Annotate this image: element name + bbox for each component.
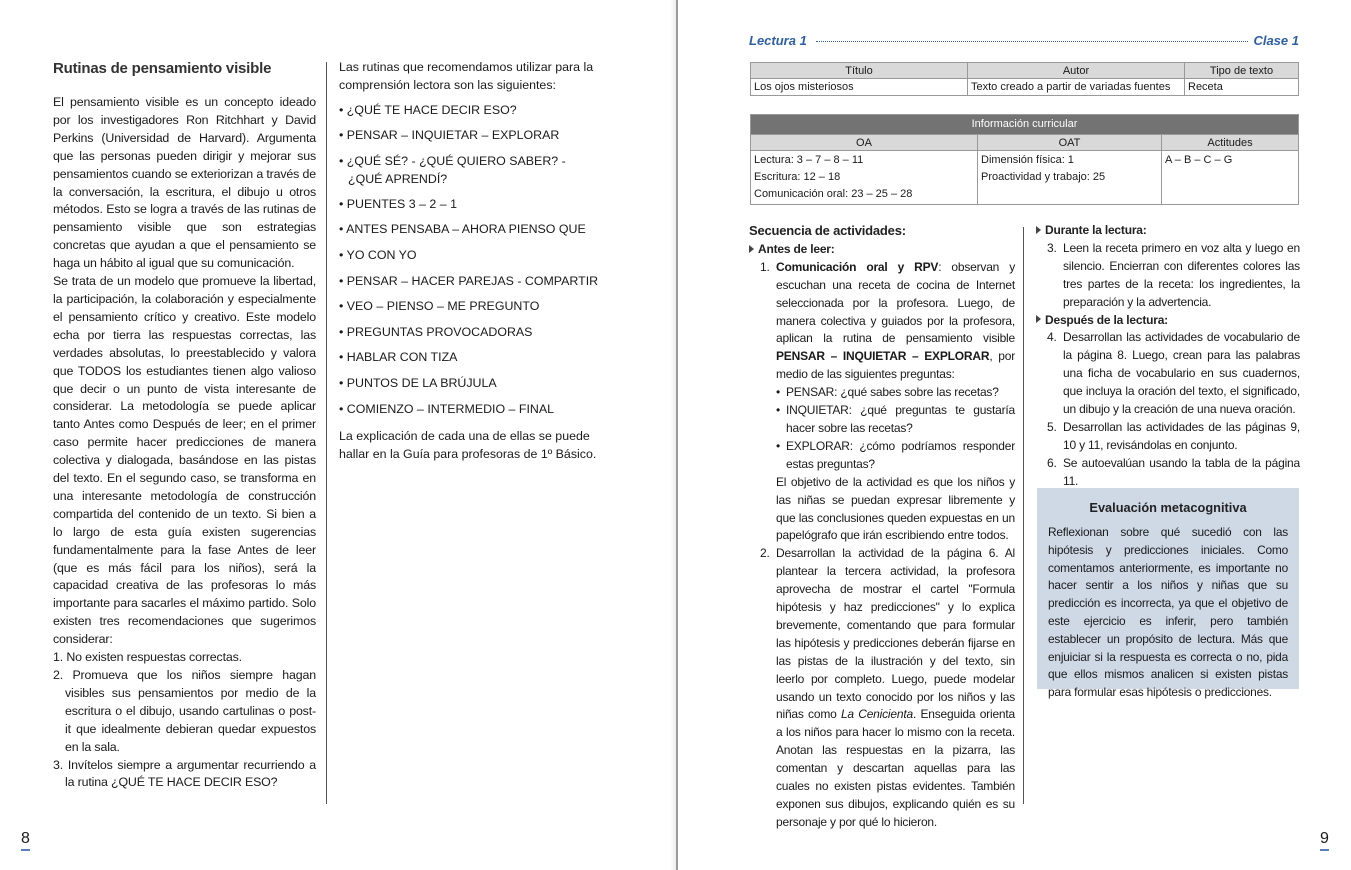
after-reading-heading [1036, 312, 1300, 330]
question-item: • INQUIETAR: ¿qué preguntas te gustaría hacer sobre las recetas? [776, 402, 1015, 438]
table-header-row [751, 63, 1299, 79]
oa-line: Comunicación oral: 23 – 25 – 28 [754, 188, 913, 200]
table-row [751, 151, 1299, 205]
recommendations-list [53, 649, 316, 792]
section-title: Rutinas de pensamiento visible [53, 60, 272, 77]
routine-item: • VEO – PIENSO – ME PREGUNTO [339, 299, 540, 314]
activity-text: Se autoevalúan usando la tabla de la página 11. [1063, 455, 1300, 488]
activity-number: 4. [1047, 330, 1057, 345]
text-info-table [750, 62, 1299, 96]
activity-item [1036, 329, 1300, 419]
activity-lead: Comunicación oral y RPV [776, 259, 939, 274]
routine-item: • PREGUNTAS PROVOCADORAS [339, 324, 533, 339]
paragraph-intro: El pensamiento visible es un concepto ideado por los investigadores Ron Ritchhart y David Perkins (Universidad de Harvard). Argumenta que las personas pueden dirigir y mejorar sus pensamientos cuando se exteriorizan a través de la conversación, la escritura, el dibujo u otros métodos. Esto se logra a través de las rutinas de pensamiento visible que son estrategias concretas que ayudan a que el pensamiento se haga un hábito al igual que su comunicación. [53, 95, 316, 271]
header-dotted-leader [816, 41, 1248, 42]
after-reading-label: Después de la lectura: [1045, 312, 1168, 327]
activity-text: Leen la receta primero en voz alta y luego en silencio. Encierran con diferentes colores las tres partes de la receta: los ingredientes, la preparación y la advertencia. [1063, 240, 1300, 309]
actitudes-cell [1162, 151, 1299, 205]
evaluation-text: Reflexionan sobre qué sucedió con las hipótesis y predicciones iniciales. Como comentamos anteriormente, es importante no hacer sentir a los niños y niñas que su predicción es incorrecta, ya que el objetivo de este ejercicio es inferir, pero también establecer un propósito de lectura. Más que enjuiciar si la respuesta es correcta o no, pida que ellos mismos analicen si existen pistas para formular esas hipótesis o predicciones. [1048, 525, 1288, 700]
before-reading-label: Antes de leer: [758, 241, 835, 256]
during-reading-heading [1036, 222, 1300, 240]
clase-label: Clase 1 [1253, 33, 1299, 48]
activity-text: Desarrollan la actividad de la página 6. Al plantear la tercera actividad, la profesora aprovecha de mostrar el cartel "Formula hipótesis y haz predicciones" y lo explica brevemente, comentando que para formular las hipótesis y predicciones deberán fijarse en las pistas de la ilustración y del texto, sin leerlo por completo. Luego, puede modelar usando un texto conocido por los niños y las niñas como [776, 546, 1015, 722]
page-number-left: 8 [21, 831, 30, 851]
column-header: Autor [968, 63, 1185, 79]
lectura-label: Lectura 1 [749, 33, 807, 48]
activities-list [1036, 329, 1300, 490]
routine-item: • ANTES PENSABA – AHORA PIENSO QUE [339, 222, 586, 237]
routines-column [339, 59, 603, 464]
activity-item [1036, 455, 1300, 491]
activity-number: 5. [1047, 419, 1057, 434]
during-reading-label: Durante la lectura: [1045, 223, 1147, 237]
page-number-right: 9 [1320, 831, 1329, 851]
activity-text: : observan y escuchan una receta de cocina de Internet seleccionada por la profesora. Luego, de manera colectiva y guiados por la profesora, aplican la rutina de pensamiento visible [776, 259, 1016, 346]
activity-number: 6. [1047, 455, 1057, 470]
routine-item: • PUNTOS DE LA BRÚJULA [339, 375, 497, 390]
routines-outro: La explicación de cada una de ellas se puede hallar en la Guía para profesoras de 1º Básico. [339, 429, 597, 462]
routine-item: • ¿QUÉ TE HACE DECIR ESO? [339, 102, 517, 117]
table-row [751, 79, 1299, 96]
book-title: La Cenicienta [840, 707, 913, 722]
table-cell: Receta [1185, 79, 1299, 96]
activities-list [749, 259, 1015, 832]
activity-item [749, 259, 1015, 546]
paragraph-model: Se trata de un modelo que promueve la libertad, la participación, la colaboración y especialmente el pensamiento crítico y creativo. Este modelo echa por tierra las respuestas correctas, las verdades absolutas, lo preestablecido y valora que TODOS los estudiantes tienen algo valioso que decir o un punto de vista interesante de considerar. La metodología se puede aplicar tanto Antes como Después de leer; en el primer caso permite hacer predicciones de manera colectiva y dialogada, basándose en las pistas del texto. En el segundo caso, se transforma en una interesante metodología de construcción compartida del contenido de un texto. Si bien a lo largo de esta guía existen sugerencias fundamentalmente para la fase Antes de leer (que es más fácil para los niños), será la capacidad creativa de las profesoras lo más importante para sacarles el máximo partido. Solo existen tres recomendaciones que sugerimos considerar: [53, 274, 316, 647]
table-header-row [751, 135, 1299, 151]
activity-item [1036, 419, 1300, 455]
column-divider [1023, 227, 1024, 804]
triangle-bullet-icon [1036, 315, 1041, 323]
column-header: Tipo de texto [1185, 63, 1299, 79]
activity-objective: El objetivo de la actividad es que los niños y las niñas se puedan expresar libremente y que las conclusiones queden expuestas en un papelógrafo que irán escribiendo entre todos. [776, 474, 1015, 543]
column-divider [326, 62, 327, 804]
column-header: Título [751, 63, 968, 79]
activity-text: . Enseguida orienta a los niños para hacer lo mismo con la receta. Anotan las respuestas en la pizarra, las comentan y descartan aquellas para las cuales no existen pistas evidentes. También exponen sus dibujos, explicando quién es su personaje y por qué lo hicieron. [776, 707, 1015, 829]
table-cell: Texto creado a partir de variadas fuentes [968, 79, 1185, 96]
activity-text: Desarrollan las actividades de las páginas 9, 10 y 11, revisándolas en conjunto. [1063, 419, 1300, 452]
activity-item [749, 545, 1015, 832]
oat-line: Proactividad y trabajo: 25 [981, 171, 1106, 183]
routines-intro: Las rutinas que recomendamos utilizar para la comprensión lectora son las siguientes: [339, 60, 594, 92]
column-header: OA [751, 135, 978, 151]
before-reading-heading [749, 241, 1015, 259]
sequence-title: Secuencia de actividades: [749, 223, 906, 238]
routine-item: • COMIENZO – INTERMEDIO – FINAL [339, 401, 555, 416]
column-header: Actitudes [1162, 135, 1299, 151]
oat-cell [978, 151, 1162, 205]
recommendation-item: 1. No existen respuestas correctas. [53, 650, 242, 665]
activity-number: 1. [760, 259, 770, 274]
table-cell: Los ojos misteriosos [751, 79, 968, 96]
question-item: • PENSAR: ¿qué sabes sobre las recetas? [776, 384, 1015, 402]
routine-name: PENSAR – INQUIETAR – EXPLORAR [776, 349, 990, 364]
triangle-bullet-icon [1036, 226, 1041, 234]
oa-cell [751, 151, 978, 205]
activity-item [1036, 240, 1300, 312]
recommendation-item: 2. Promueva que los niños siempre hagan visibles sus pensamientos por medio de la escritura o el dibujo, usando cartulinas o post-it que idealmente debieran quedar expuestos en la sala. [53, 668, 316, 754]
activity-text: Desarrollan las actividades de vocabulario de la página 8. Luego, crean para las palabras una ficha de vocabulario en sus cuadernos, que incluya la oración del texto, el significado, un dibujo y la creación de una nueva oración. [1063, 330, 1300, 417]
sequence-column-right [1036, 222, 1300, 491]
activity-number: 3. [1047, 240, 1057, 255]
routine-item: • PUENTES 3 – 2 – 1 [339, 196, 457, 211]
question-list [776, 384, 1015, 474]
oa-line: Escritura: 12 – 18 [754, 171, 841, 183]
recommendation-item: 3. Invítelos siempre a argumentar recurriendo a la rutina ¿QUÉ TE HACE DECIR ESO? [53, 757, 316, 790]
activity-text: , por medio de las siguientes preguntas: [776, 349, 1015, 382]
routine-item: • HABLAR CON TIZA [339, 350, 458, 365]
actitudes-line: A – B – C – G [1165, 154, 1233, 166]
oat-line: Dimensión física: 1 [981, 154, 1074, 166]
triangle-bullet-icon [749, 245, 754, 253]
book-spine [676, 0, 678, 870]
oa-line: Lectura: 3 – 7 – 8 – 11 [754, 154, 864, 166]
routines-list [339, 102, 603, 419]
evaluation-title: Evaluación metacognitiva [1089, 500, 1247, 515]
question-item: • EXPLORAR: ¿cómo podríamos responder estas preguntas? [776, 438, 1015, 474]
routine-item: • YO CON YO [339, 248, 417, 262]
activities-list [1036, 240, 1300, 312]
routine-item: • PENSAR – HACER PAREJAS - COMPARTIR [339, 273, 599, 288]
column-header: OAT [978, 135, 1162, 151]
table-band-title: Información curricular [751, 115, 1299, 135]
left-column-text [53, 94, 316, 792]
routine-item: • ¿QUÉ SÉ? - ¿QUÉ QUIERO SABER? - ¿QUÉ APRENDÍ? [339, 154, 566, 186]
activity-number: 2. [760, 546, 770, 561]
routine-item: • PENSAR – INQUIETAR – EXPLORAR [339, 128, 560, 143]
sequence-column-left [749, 222, 1015, 832]
curricular-info-table [750, 114, 1299, 205]
